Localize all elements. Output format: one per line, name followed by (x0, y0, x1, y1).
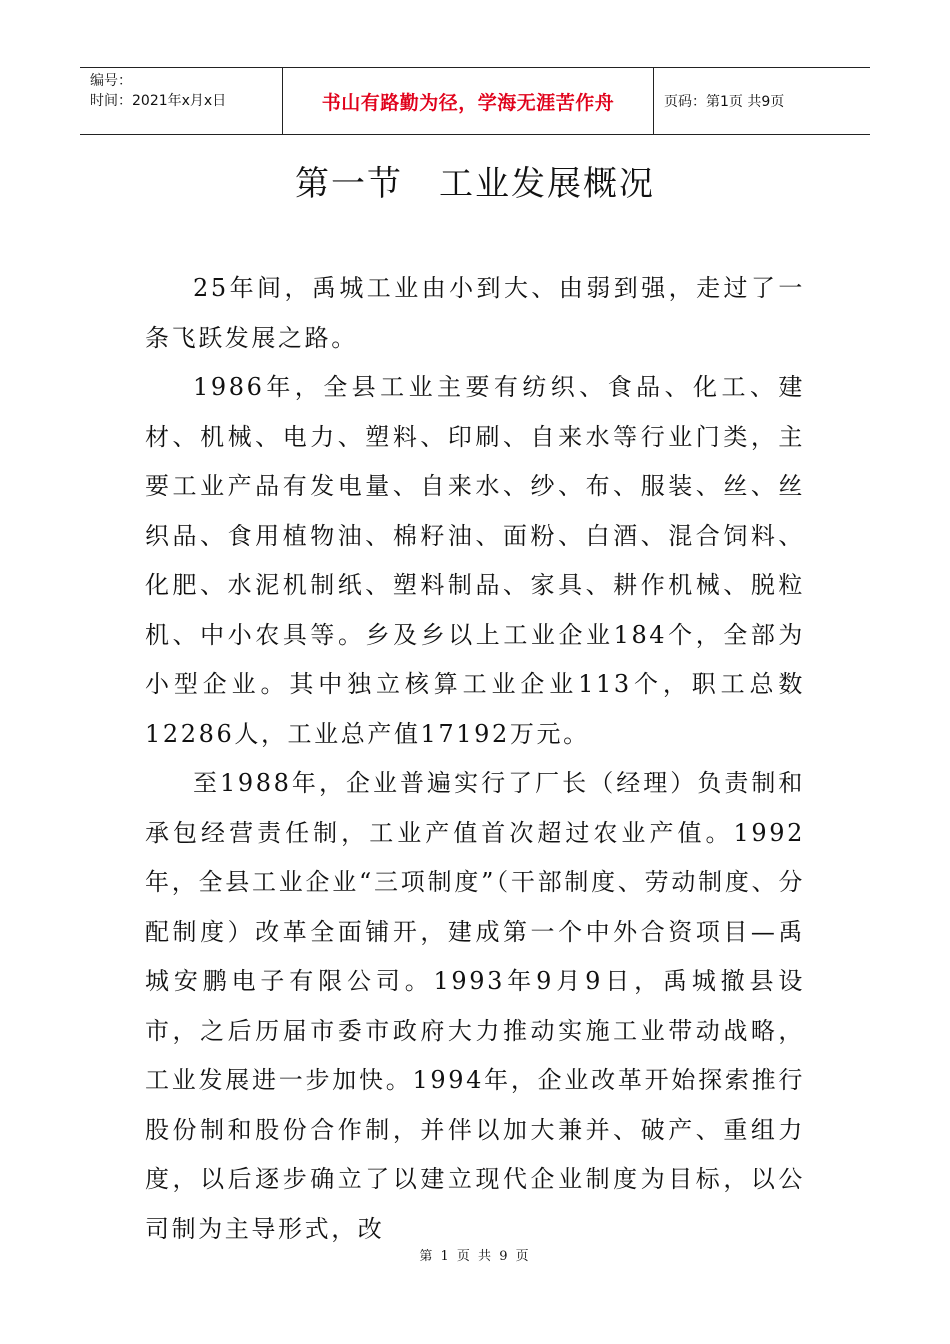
paragraph: 至1988年，企业普遍实行了厂长（经理）负责制和承包经营责任制，工业产值首次超过农业产值。1992年，全县工业企业“三项制度”（干部制度、劳动制度、分配制度）改革全面铺开，建成第一个中外合资项目—禹城安鹏电子有限公司。1993年9月9日，禹城撤县设市，之后历届市委市政府大力推动实施工业带动战略，工业发展进一步加快。1994年，企业改革开始探索推行股份制和股份合作制，并伴以加大兼并、破产、重组力度，以后逐步确立了以建立现代企业制度为目标，以公司制为主导形式，改 (145, 769, 805, 1243)
header-motto: 书山有路勤为径，学海无涯苦作舟 (283, 68, 654, 134)
number-label: 编号： (90, 73, 132, 89)
time-label: 时间：2021年x月x日 (90, 93, 227, 109)
document-header (80, 67, 870, 135)
paragraph: 1986年，全县工业主要有纺织、食品、化工、建材、机械、电力、塑料、印刷、自来水等行业门类，主要工业产品有发电量、自来水、纱、布、服装、丝、丝织品、食用植物油、棉籽油、面粉、白酒、混合饲料、化肥、水泥机制纸、塑料制品、家具、耕作机械、脱粒机、中小农具等。乡及乡以上工业企业184个，全部为小型企业。其中独立核算工业企业113个，职工总数12286人，工业总产值17192万元。 (145, 373, 805, 748)
header-meta (80, 68, 283, 134)
header-page-code: 页码：第1页 共9页 (664, 94, 785, 110)
section-title: 第一节 工业发展概况 (295, 164, 655, 204)
page-footer: 第 1 页 共 9 页 (419, 1249, 531, 1264)
body-text (145, 264, 805, 1254)
paragraph: 25年间，禹城工业由小到大、由弱到强，走过了一条飞跃发展之路。 (145, 274, 805, 352)
